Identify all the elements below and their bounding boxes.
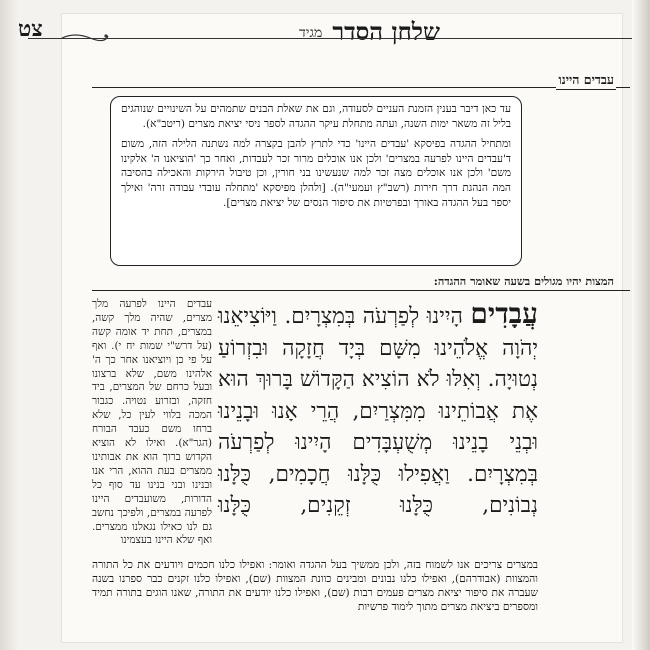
page-edge-shadow [632,0,650,650]
side-commentary: עבדים היינו לפרעה מלך מצרים, שהיה מלך קשה, במצרים, תחת יד אומה קשה (על דרש"י שמות יח י). ואף על פי כן ויוציאנו אחר כך ה' אלהינו משם, שלא ברצונו ובעל כרחם של המצרים, ביד חזקה, ובזרוע נטויה. כגבור המכה בלווי לעין כל, שלא ברחו משם כעבד הבורח (הגר"א). ואילו לא הוציא הקדוש ברוך הוא את אבותינו ממצרים בעת ההוא, הרי אנו ובנינו ובני בנינו עד סוף כל הדורות, משועבדים היינו לפרעה במצרים, ולפיכך נחשב גם לנו כאילו נגאלנו ממצרים. ואף שלא היינו בעצמינו [92,298,212,547]
running-head [110,18,440,44]
header-rule [28,38,650,39]
main-text-first-word: עֲבָדִים [470,297,538,330]
main-haggadah-text [218,298,538,522]
commentary-paragraph: עד כאן דיבר בענין הזמנת העניים לסעודה, וגם את שאלת הבנים שתמהים על השינויים שנוהגים בליל זה משאר ימות השנה, ועתה מתחלת עיקר ההגדה לספר ניסי יציאת מצרים (ריטב"א). [121,103,511,130]
commentary-paragraph: ומתחיל ההגדה בפיסקא 'עבדים היינו' כדי לתרץ להבן בקצרה למה נשתנה הלילה הזה, משום ד'עבדים היינו לפרעה במצרים' ולכן אנו אוכלים מרור זכר לעבדות, ואחר כך 'הוציאנו ה' אלקינו משם' ולכן אנו אוכלים מצה זכר למה שנעשינו בני חורין, וכן טיבול הירקות והאכילה בהסיבה המה הנהגת דרך חירות (רשב"ץ ועמעי"ה). [ולהלן מפיסקא 'מתחלה עובדי עבודה זרה' ואילך יספר בעל ההגדה באורך ובפרטיות את סיפור הנסים של יציאת מצרים]. [121,138,511,209]
instruction-rule [92,290,630,291]
section-name: מגיד [298,25,323,41]
instruction-note: המצות יהיו מגולים בשעה שאומר ההגדה: [433,274,614,288]
commentary-label: עבדים היינו [556,72,616,90]
main-text-body: הָיִינוּ לְפַרְעֹה בְּמִצְרָיִם. וַיּוֹצִיאֵנוּ יְהֹוָה אֱלֹהֵינוּ מִשָּׁם בְּיָד חֲזָקָה וּבִזְרוֹעַ נְטוּיָה. וְאִלּוּ לֹא הוֹצִיא הַקָּדוֹשׁ בָּרוּךְ הוּא אֶת אֲבוֹתֵינוּ מִמִּצְרַיִם, הֲרֵי אָנוּ וּבָנֵינוּ וּבְנֵי בָנֵינוּ מְשֻׁעְבָּדִים הָיִינוּ לְפַרְעֹה בְּמִצְרָיִם. וַאֲפִילוּ כֻּלָּנוּ חֲכָמִים, כֻּלָּנוּ נְבוֹנִים, כֻּלָּנוּ זְקֵנִים, כֻּלָּנוּ [218,304,538,518]
scroll-flourish-icon [60,30,110,42]
book-title: שלחן הסדר [332,17,440,46]
commentary-label-rule [92,87,630,88]
bottom-commentary: במצרים צריכים אנו לשמוח בזה, ולכן ממשיך בעל ההגדה ואומר: ואפילו כלנו חכמים ויודעים את כל התורה והמצוות (אבודרהם), ואפילו כלנו נבונים ומבינים כוונת המצוות (שם), ואפילו כלנו זקנים כבר ספרנו בשנה שעברה את סיפור יציאת מצרים פעמים רבות (שם), ואפילו כלנו יודעים את התורה, שאנו הוגים בתורה תמיד ומספרים ביציאת מצרים מתוך לימוד פרשיות [92,559,538,613]
page-number: צט [18,16,43,42]
book-gutter [0,0,18,650]
commentary-box [110,96,522,266]
